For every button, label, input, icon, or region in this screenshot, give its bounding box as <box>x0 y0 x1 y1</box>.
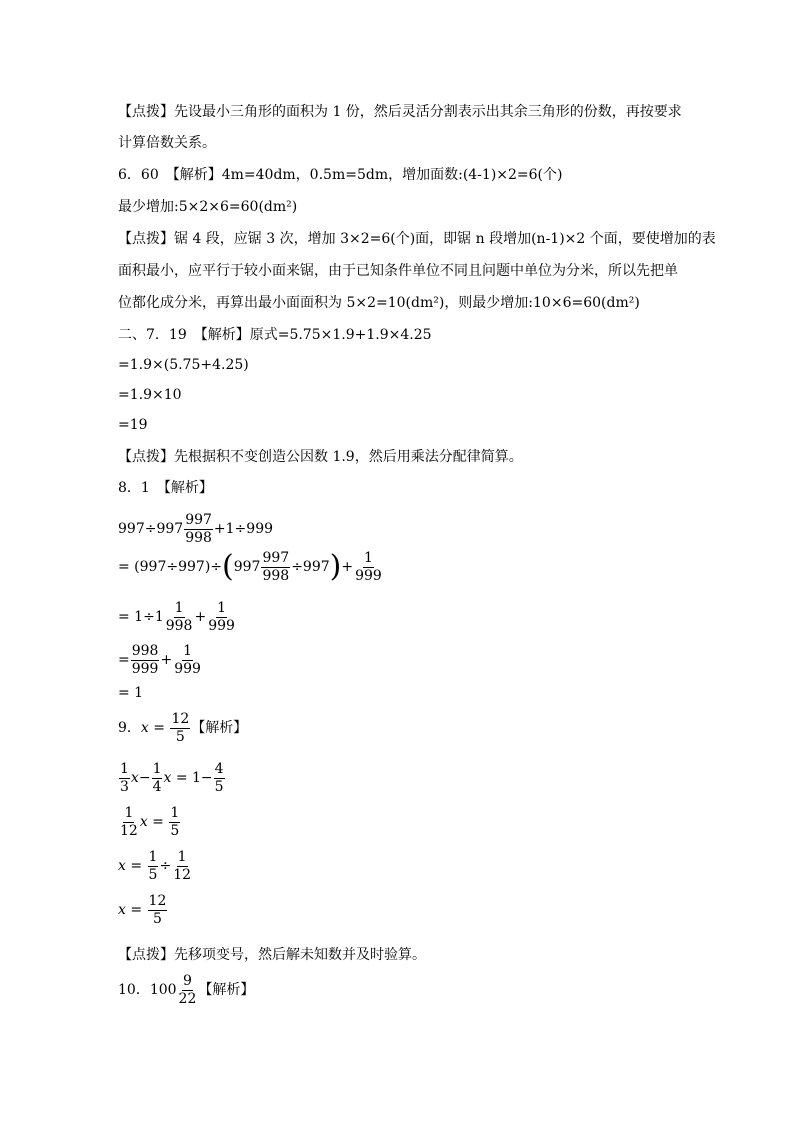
q6-tip-line-1: 【点拨】锯 4 段，应锯 3 次，增加 3×2=6(个)面，即锯 n 段增加(n-1)×2 个面，要使增加的表 <box>118 231 716 247</box>
q8-expr-row-4: = $\frac{998}{999}$ + $\frac{1}{999}$ <box>118 643 201 677</box>
q10-answer-line: 10．100 $\frac{9}{22}$ 【解析】 <box>118 973 255 1007</box>
q8-r3-fraction-2: $\frac{1}{999}$ <box>208 600 235 634</box>
tip-line-1: 【点拨】先设最小三角形的面积为 1 份，然后灵活分割表示出其余三角形的份数，再按要求 <box>118 104 682 120</box>
q8-r2-text: = (997÷997)÷ <box>118 559 223 576</box>
q6-tip-line-2: 面积最小，应平行于较小面来锯，由于已知条件单位不同且问题中单位为分米，所以先把单 <box>118 263 678 279</box>
q9-eq-row-2: $\frac{1}{12}$ x = $\frac{1}{5}$ <box>120 805 180 839</box>
q10-answer-fraction: $\frac{9}{22}$ <box>178 973 197 1007</box>
q9-answer-fraction: $\frac{12}{5}$ <box>171 711 190 745</box>
q9-analysis-label: 【解析】 <box>191 720 248 737</box>
q9-tip: 【点拨】先移项变号，然后解未知数并及时验算。 <box>118 947 426 963</box>
q8-expr-row-5: = 1 <box>118 685 144 701</box>
q6-answer-line: 6．60 【解析】4m=40dm，0.5m=5dm，增加面数:(4-1)×2=6(个) <box>118 167 563 183</box>
tip-line-2: 计算倍数关系。 <box>118 135 216 151</box>
q8-r2-fraction-2: $\frac{1}{999}$ <box>355 550 382 584</box>
q7-tip: 【点拨】先根据积不变创造公因数 1.9，然后用乘法分配律简算。 <box>118 449 523 465</box>
q7-step-1: =1.9×(5.75+4.25) <box>118 357 249 373</box>
q8-r3-fraction: $\frac{1}{998}$ <box>165 600 193 634</box>
q6-min-increase: 最少增加:5×2×6=60(dm²) <box>118 199 298 215</box>
q10-analysis-label: 【解析】 <box>198 982 255 999</box>
q8-r1-text: 997÷997 <box>118 521 184 538</box>
q8-r2-fraction: $\frac{997}{998}$ <box>262 550 290 584</box>
q7-step-2: =1.9×10 <box>118 387 182 403</box>
q8-big-paren-right: ) <box>329 549 342 585</box>
q9-answer-line: 9．x = $\frac{12}{5}$ 【解析】 <box>118 711 248 745</box>
q9-eq-row-1: $\frac{1}{3}$ x− $\frac{1}{4}$ x = 1− $\frac{4}{5}$ <box>120 761 224 795</box>
q8-r1-fraction: $\frac{997}{998}$ <box>185 512 212 546</box>
q6-tip-line-3: 位都化成分米，再算出最小面面积为 5×2=10(dm²)，则最少增加:10×6=60(dm²) <box>118 295 640 311</box>
q8-r4-fraction-2: $\frac{1}{999}$ <box>174 643 201 677</box>
q8-r1-tail: +1÷999 <box>213 521 274 538</box>
q8-big-paren-left: ( <box>222 549 234 585</box>
q8-expr-row-2: = (997÷997)÷(997 $\frac{997}{998}$ ÷997)+ $\frac{1}{999}$ <box>118 549 382 585</box>
q7-step-3: =19 <box>118 417 148 433</box>
q8-expr-row-1 <box>118 513 273 545</box>
q9-eq-row-4: x = $\frac{12}{5}$ <box>118 893 167 927</box>
q8-header: 8．1 【解析】 <box>118 480 213 496</box>
q9-eq-row-3: x = $\frac{1}{5}$ ÷ $\frac{1}{12}$ <box>118 849 192 883</box>
q8-r4-fraction: $\frac{998}{999}$ <box>131 643 159 677</box>
q8-expr-row-3: = 1÷1 $\frac{1}{998}$ + $\frac{1}{999}$ <box>118 600 235 634</box>
q7-answer-line: 二、7．19 【解析】原式=5.75×1.9+1.9×4.25 <box>118 327 432 343</box>
